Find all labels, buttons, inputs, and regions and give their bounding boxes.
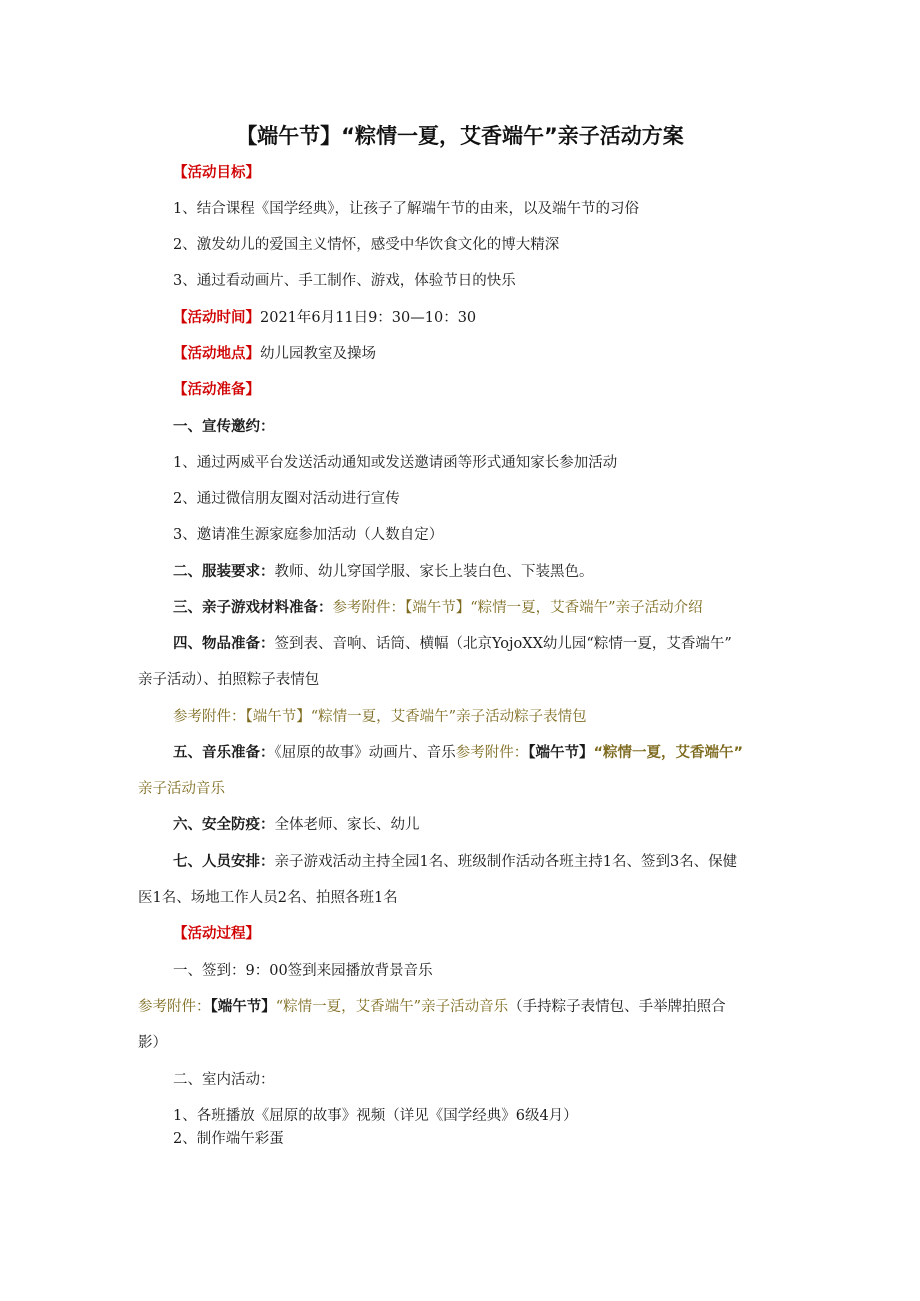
process-s2-item: 1、各班播放《屈原的故事》视频（详见《国学经典》6级4月）: [173, 1108, 578, 1124]
prep-s6-row: [173, 815, 420, 835]
prep-s1-heading: 一、宣传邀约：: [173, 419, 275, 435]
goal-item: 2、激发幼儿的爱国主义情怀，感受中华饮食文化的博大精深: [173, 237, 560, 253]
prep-s5-ref-cont: 亲子活动音乐: [138, 781, 225, 797]
time-heading: 【活动时间】: [173, 310, 260, 326]
goal-heading: 【活动目标】: [173, 165, 260, 181]
prep-s2-row: [173, 562, 594, 582]
process-heading: 【活动过程】: [173, 926, 260, 942]
prep-s3-heading: 三、亲子游戏材料准备：: [173, 600, 333, 616]
prep-s1-item: 2、通过微信朋友圈对活动进行宣传: [173, 491, 400, 507]
goal-item: 1、结合课程《国学经典》，让孩子了解端午节的由来，以及端午节的习俗: [173, 201, 639, 217]
process-s1-ref-label: 参考附件：: [138, 999, 211, 1015]
prep-s3-ref-text: 【端午节】“粽情一夏，艾香端午”亲子活动介绍: [405, 600, 703, 616]
prep-s2-heading: 二、服装要求：: [173, 564, 275, 580]
process-s2-item: 2、制作端午彩蛋: [173, 1131, 284, 1147]
prep-s4-heading: 四、物品准备：: [173, 636, 275, 652]
process-s1-ref-text: “粽情一夏，艾香端午”亲子活动音乐: [275, 999, 509, 1015]
prep-s6-heading: 六、安全防疫：: [173, 817, 275, 833]
prep-s5-ref-bracket: 【端午节】: [528, 745, 594, 761]
prep-s4-row: [173, 634, 732, 654]
prep-s5-text: 《屈原的故事》动画片、音乐: [274, 745, 456, 761]
prep-heading: 【活动准备】: [173, 382, 260, 398]
prep-s5-row: [173, 743, 743, 763]
place-heading: 【活动地点】: [173, 346, 260, 362]
time-row: [173, 308, 476, 328]
prep-s5-heading: 五、音乐准备：: [173, 745, 275, 761]
process-s1-ref-row: [138, 997, 726, 1017]
prep-s5-ref-label: 参考附件：: [455, 745, 529, 761]
prep-s1-item: 3、邀请准生源家庭参加活动（人数自定）: [173, 527, 444, 543]
prep-s6-text: 全体老师、家长、幼儿: [274, 817, 420, 833]
prep-s2-text: 教师、幼儿穿国学服、家长上装白色、下装黑色。: [274, 564, 594, 580]
prep-s7-heading: 七、人员安排：: [173, 854, 275, 870]
process-s1-note: （手持粽子表情包、手举牌拍照合: [508, 999, 726, 1015]
process-s2-heading: 二、室内活动：: [173, 1072, 275, 1088]
place-value: 幼儿园教室及操场: [260, 346, 376, 362]
time-value: 2021年6月11日9：30—10：30: [260, 310, 477, 326]
document-title: 【端午节】“粽情一夏，艾香端午”亲子活动方案: [236, 124, 684, 148]
place-row: [173, 344, 376, 364]
prep-s7-text: 亲子游戏活动主持全园1名、班级制作活动各班主持1名、签到3名、保健: [274, 854, 738, 870]
process-s1-heading: 一、签到：9：00签到来园播放背景音乐: [173, 963, 433, 979]
prep-s4-ref: 参考附件：【端午节】“粽情一夏，艾香端午”亲子活动粽子表情包: [173, 709, 587, 725]
goal-item: 3、通过看动画片、手工制作、游戏，体验节日的快乐: [173, 273, 516, 289]
prep-s7-row: [173, 852, 737, 872]
prep-s3-row: [173, 598, 703, 618]
prep-s1-item: 1、通过两威平台发送活动通知或发送邀请函等形式通知家长参加活动: [173, 455, 618, 471]
process-s1-ref-bracket: 【端午节】: [210, 999, 276, 1015]
prep-s3-ref-label: 参考附件：: [332, 600, 405, 616]
prep-s4-text-cont: 亲子活动）、拍照粽子表情包: [138, 672, 320, 688]
prep-s7-text-cont: 医1名、场地工作人员2名、拍照各班1名: [138, 890, 398, 906]
prep-s4-text: 签到表、音响、话筒、横幅（北京YojoXX幼儿园“粽情一夏，艾香端午”: [274, 636, 732, 652]
prep-s5-ref-text: “粽情一夏，艾香端午”: [593, 745, 744, 761]
process-s1-note-cont: 影）: [138, 1035, 167, 1051]
